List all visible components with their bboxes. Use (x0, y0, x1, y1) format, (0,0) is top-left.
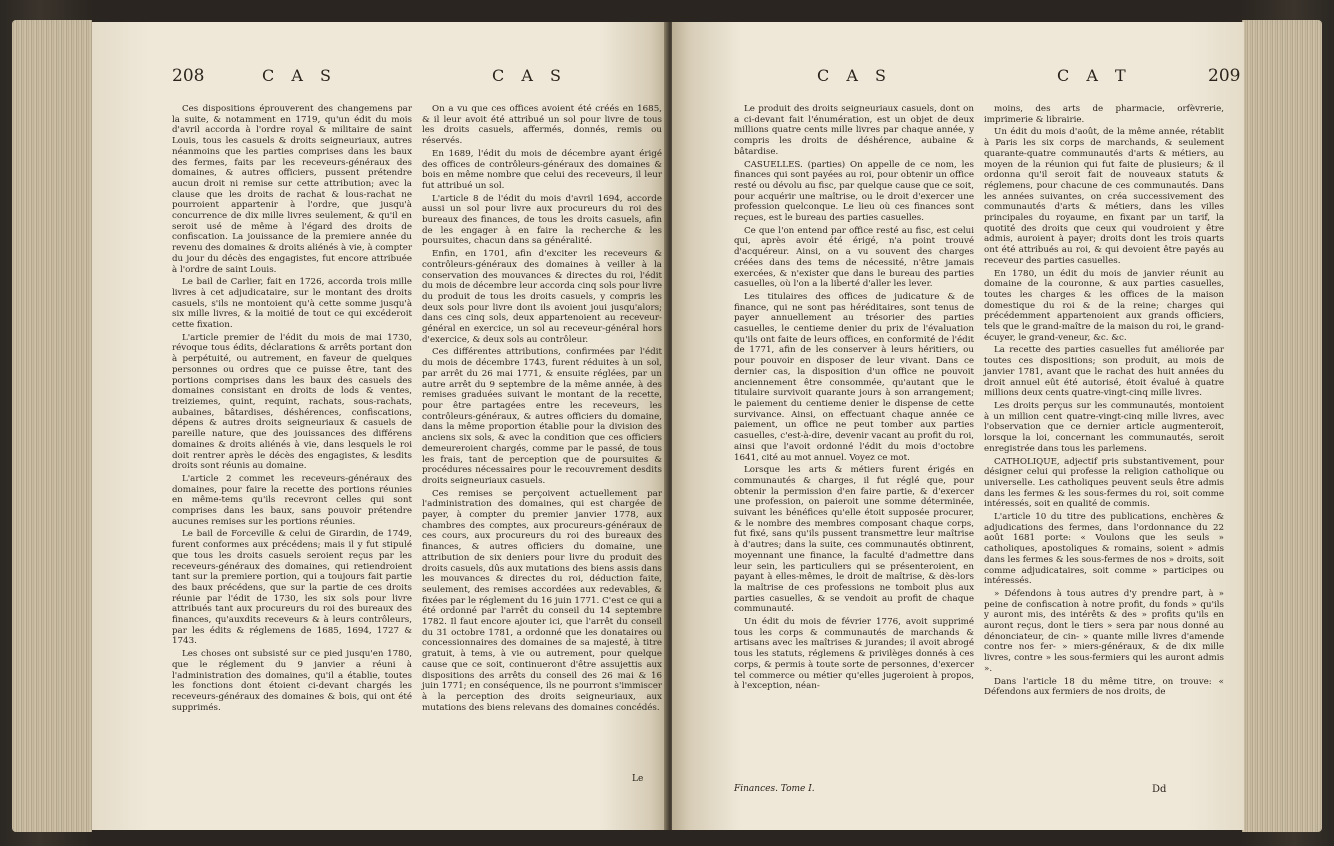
paragraph: Dans l'article 18 du même titre, on trouve: « Défendons aux fermiers de nos droits, de (984, 676, 1224, 698)
paragraph: CASUELLES. (parties) On appelle de ce nom, les finances qui sont payées au roi, pour obtenir un office resté ou dévolu au fisc, par quelque cause que ce soit, pour acquérir une maîtrise, ou le droit d'exercer une profession quelconque. Le lieu où ces finances sont reçues, est le bureau des parties casuelles. (734, 159, 974, 224)
paragraph: Les droits perçus sur les communautés, montoient à un million cent quatre-vingt-cinq mille livres, avec l'observation que ce dernier article augmenteroit, lorsque la loi, concernant les communautés, seroit enregistrée dans tous les parlemens. (984, 400, 1224, 454)
paragraph: L'article premier de l'édit du mois de mai 1730, révoque tous édits, déclarations & arrêts portant don à perpétuité, ou autrement, en faveur de quelques personnes ou ordres que ce puisse être, tant des portions comprises dans les baux des casuels des domaines consistant en droits de lods & ventes, treiziemes, quint, requint, rachats, sous-rachats, aubaines, bâtardises, déshérences, confiscations, dépens & autres droits seigneuriaux & casuels de pareille nature, que des jouissances des différens domaines & droits aliénés à vie, dans lesquels le roi doit rentrer après le décès des engagistes, & lesdits droits sont réunis au domaine. (172, 332, 412, 472)
right-page-number: 209 (1208, 66, 1241, 86)
paragraph: » Défendons à tous autres d'y prendre part, à » peine de confiscation à notre profit, du fonds » qu'ils y auront mis, des intérêts & des » profits qu'ils en auront reçus, dont le tiers » sera par nous donné au dénonciateur, de cin- » quante mille livres d'amende contre nos fer- » miers-généraux, & de dix mille livres, contre » les sous-fermiers qui les auront admis ». (984, 588, 1224, 674)
paragraph: On a vu que ces offices avoient été créés en 1685, & il leur avoit été attribué un sol pour livre de tous les droits casuels, affermés, donnés, remis ou réservés. (422, 104, 662, 147)
signature-mark: Dd (1152, 784, 1167, 795)
paragraph: L'article 2 commet les receveurs-généraux des domaines, pour faire la recette des portions réunies en même-tems qu'ils recevront celles qui sont comprises dans les baux, sans pouvoir prétendre aucunes remises sur les portions réunies. (172, 473, 412, 527)
right-page (672, 22, 1244, 830)
paragraph: L'article 8 de l'édit du mois d'avril 1694, accorde aussi un sol pour livre aux procureurs du roi des bureaux des finances, de tous les droits casuels, afin de les engager à en faire la recherche & les poursuites, chacun dans sa généralité. (422, 193, 662, 247)
paragraph: Un édit du mois d'août, de la même année, rétablit à Paris les six corps de marchands, & seulement quarante-quatre communautés d'arts & métiers, au moyen de la réunion qui fut faite de plusieurs; & il ordonna qu'il seroit fait de nouveaux statuts & réglemens, pour chacune de ces communautés. Dans les années suivantes, on créa successivement des communautés d'arts & métiers, dans les villes principales du royaume, en fixant par un tarif, la quotité des droits que ceux qui voudroient y être admis, auroient à payer; droits dont les trois quarts ont été attribués au roi, & qui devoient être payés au receveur des parties casuelles. (984, 127, 1224, 266)
left-head-word-2: C A S (492, 66, 567, 85)
paragraph: Ces différentes attributions, confirmées par l'édit du mois de décembre 1743, furent réduites à un sol, par arrêt du 26 mai 1771, & ensuite réglées, par un autre arrêt du 9 septembre de la même année, à des remises graduées suivant le montant de la recette, pour être partagées entre les receveurs, les contrôleurs-généraux, & autres officiers du domaine, dans la même proportion établie pour la division des anciens six sols, & avec la condition que ces officiers demeureroient chargés, comme par le passé, de tous les frais, tant de perception que de poursuites & procédures nécessaires pour le recouvrement desdits droits seigneuriaux casuels. (422, 347, 662, 486)
right-page-column-1 (734, 104, 974, 694)
left-page-number: 208 (172, 66, 205, 86)
paragraph: Le bail de Carlier, fait en 1726, accorda trois mille livres à cet adjudicataire, sur le montant des droits casuels, s'ils ne montoient qu'à cette somme jusqu'à six mille livres, & la moitié de tout ce qui excéderoit cette fixation. (172, 277, 412, 331)
right-head-word-1: C A S (817, 66, 892, 85)
paragraph: Le bail de Forceville & celui de Girardin, de 1749, furent conformes aux précédens; mais il y fut stipulé que tous les droits casuels seroient reçus par les receveurs-généraux des domaines, qui retiendroient tant sur la premiere portion, qui a toujours fait partie des baux précédens, que sur la partie de ces droits réunie par l'édit de 1730, les six sols pour livre attribués tant aux procureurs du roi des bureaux des finances, qu'auxdits receveurs & à leurs contrôleurs, par les édits & réglemens de 1685, 1694, 1727 & 1743. (172, 529, 412, 647)
paragraph: Lorsque les arts & métiers furent érigés en communautés & charges, il fut réglé que, pour obtenir la permission d'en faire partie, & d'exercer une profession, on paieroit une somme déterminée, suivant les bénéfices qu'elle étoit supposée procurer, & le nombre des membres composant chaque corps, fut fixé, sans qu'ils pussent transmettre leur maîtrise à d'autres; dans la suite, ces communautés obtinrent, moyennant une finance, la faculté d'admettre dans leur sein, les particuliers qui se présenteroient, en payant à elles-mêmes, le droit de maîtrise, & dès-lors la maîtrise de ces professions ne tomboit plus aux parties casuelles, & se vendoit au profit de chaque communauté. (734, 465, 974, 615)
page-edges-right (1242, 20, 1322, 832)
right-page-column-2 (984, 104, 1224, 700)
left-page (92, 22, 668, 830)
paragraph: En 1780, un édit du mois de janvier réunit au domaine de la couronne, & aux parties casuelles, toutes les charges & les offices de la maison domestique du roi & de la reine; charges qui précédemment appartenoient aux grands officiers, tels que le grand-maître de la maison du roi, le grand-écuyer, le grand-veneur, &c. &c. (984, 268, 1224, 343)
left-running-head (92, 66, 668, 90)
left-catchword: Le (632, 774, 644, 784)
paragraph: Le produit des droits seigneuriaux casuels, dont on a ci-devant fait l'énumération, est un objet de deux millions quatre cents mille livres par chaque année, y compris les droits de déshérence, aubaine & bâtardise. (734, 104, 974, 157)
paragraph: La recette des parties casuelles fut améliorée par toutes ces dispositions; son produit, au mois de janvier 1781, avant que le rachat des huit années du droit annuel eût été autorisé, étoit évalué à quatre millions deux cents quatre-vingt-cinq mille livres. (984, 345, 1224, 399)
right-running-head (672, 66, 1244, 90)
left-head-word-1: C A S (262, 66, 337, 85)
right-head-word-2: C A T (1057, 66, 1132, 85)
paragraph: Ces remises se perçoivent actuellement par l'administration des domaines, qui est chargée de payer, à compter du premier janvier 1778, aux chambres des comptes, aux procureurs-généraux de ces cours, aux procureurs du roi des bureaux des finances, & autres officiers du domaine, une attribution de six deniers pour livre du produit des droits casuels, dûs aux mutations des biens assis dans les mouvances & directes du roi, déduction faite, seulement, des remises accordées aux redevables, & fixées par le réglement du 16 juin 1771. C'est ce qui a été ordonné par l'arrêt du conseil du 14 septembre 1782. Il faut encore ajouter ici, que l'arrêt du conseil du 31 octobre 1781, a ordonné que les donataires ou concessionnaires des domaines de sa majesté, à titre gratuit, à tems, à vie ou autrement, pour quelque cause que ce soit, continueront d'être assujettis aux dispositions des arrêts du conseil des 26 mai & 16 juin 1771; en conséquence, ils ne pourront s'immiscer à la perception des droits seigneuriaux, aux mutations des biens relevans des domaines concédés. (422, 488, 662, 713)
left-page-column-1 (172, 104, 412, 715)
paragraph: Ces dispositions éprouverent des changemens par la suite, & notamment en 1719, qu'un édit du mois d'avril accorda à l'ordre royal & militaire de saint Louis, tous les casuels & droits seigneuriaux, autres néanmoins que les parties comprises dans les baux des fermes, faits par les receveurs-généraux des domaines, & autres officiers, pussent prétendre aucun droit ni remise sur cette attribution; avec la clause que les droits de rachat & lous-rachat ne pourroient appartenir à l'ordre, que jusqu'à concurrence de dix mille livres seulement, & qu'il en seroit usé de même à l'égard des droits de confiscation. La jouissance de la premiere année du revenu des domaines & droits aliénés à vie, à compter du jour du décès des engagistes, fut encore attribuée à l'ordre de saint Louis. (172, 104, 412, 275)
paragraph: En 1689, l'édit du mois de décembre ayant érigé des offices de contrôleurs-généraux des domaines & bois en même nombre que celui des receveurs, il leur fut attribué un sol. (422, 148, 662, 191)
paragraph: moins, des arts de pharmacie, orfèvrerie, imprimerie & librairie. (984, 104, 1224, 125)
paragraph: Un édit du mois de février 1776, avoit supprimé tous les corps & communautés de marchands & artisans avec les maîtrises & jurandes; il avoit abrogé tous les statuts, réglemens & privilèges donnés à ces corps, & permis à toute sorte de personnes, d'exercer tel commerce ou métier qu'elles jugeroient à propos, à l'exception, néan- (734, 617, 974, 692)
paragraph: CATHOLIQUE, adjectif pris substantivement, pour désigner celui qui professe la religion catholique ou universelle. Les catholiques peuvent seuls être admis dans les fermes & les sous-fermes du roi, soit comme intéressés, soit en qualité de commis. (984, 456, 1224, 510)
right-page-footer: Finances. Tome I. (734, 784, 815, 794)
paragraph: Enfin, en 1701, afin d'exciter les receveurs & contrôleurs-généraux des domaines à veiller à la conservation des mouvances & directes du roi, l'édit du mois de décembre leur accorda cinq sols pour livre du produit de tous les droits casuels, y compris les deux sols pour livre dont ils avoient joui jusqu'alors; dans ces cinq sols, deux appartenoient au receveur-général en exercice, un sol au receveur-général hors d'exercice, & deux sols au contrôleur. (422, 249, 662, 345)
paragraph: L'article 10 du titre des publications, enchères & adjudications des fermes, dans l'ordonnance du 22 août 1681 porte: « Voulons que les seuls » catholiques, apostoliques & romains, soient » admis dans les fermes & les sous-fermes de nos » droits, soit comme adjudicataires, soit comme » participes ou intéressés. (984, 512, 1224, 587)
paragraph: Les titulaires des offices de judicature & de finance, qui ne sont pas héréditaires, sont tenus de payer annuellement au trésorier des parties casuelles, le centieme denier du prix de l'évaluation qu'ils ont faite de leurs offices, en conformité de l'édit de 1771, afin de les conserver à leurs héritiers, ou pour pouvoir en disposer de leur vivant. Dans ce dernier cas, la disposition d'un office ne pouvoit anciennement être consommée, qu'autant que le titulaire survivoit quarante jours à son arrangement; le paiement du centieme denier le dispense de cette survivance. Ainsi, on effectuant chaque année ce paiement, un office ne peut tomber aux parties casuelles, c'est-à-dire, devenir vacant au profit du roi, ainsi que l'avoit ordonné l'édit du mois d'octobre 1641, cité au mot annuel. Voyez ce mot. (734, 291, 974, 463)
page-edges-left (12, 20, 92, 832)
paragraph: Les choses ont subsisté sur ce pied jusqu'en 1780, que le réglement du 9 janvier a réuni à l'administration des domaines, qu'il a établie, toutes les fonctions dont étoient ci-devant chargés les receveurs-généraux des domaines & bois, qui ont été supprimés. (172, 649, 412, 713)
left-page-column-2 (422, 104, 662, 715)
paragraph: Ce que l'on entend par office resté au fisc, est celui qui, après avoir été érigé, n'a point trouvé d'acquéreur. Ainsi, on a vu souvent des charges créées dans des tems de nécessité, n'être jamais exercées, & n'exister que dans le bureau des parties casuelles, où l'on a la liberté d'aller les lever. (734, 225, 974, 290)
